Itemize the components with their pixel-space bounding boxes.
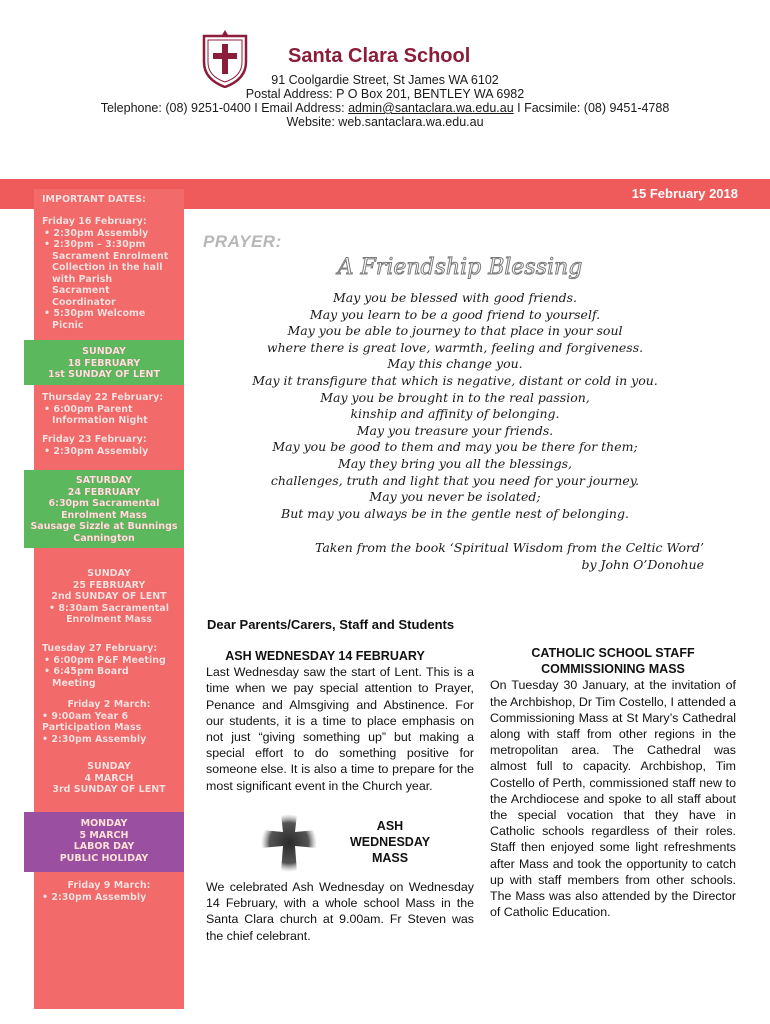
event-fri9 [34,880,184,903]
event-item: • 2:30pm Assembly [42,891,147,903]
prayer-text: May you be blessed with good friends. May you learn to be a good friend to yourself. May you be able to journey to that place in your soul where there is great love, warmth, feeling and forgiveness. May this change you. May it transfigure that which is negative, distant or cold in you. May you be brought in to the real passion, kinship and affinity of belonging. May you treasure your friends. May you be good to them and may you be there for them; May they bring you all the blessings, challenges, truth and light that you need for your journey. May you never be isolated; But may you always be in the gentle nest of belonging. [252,290,658,521]
event-fri16 [42,216,172,331]
event-fri23 [42,434,172,457]
event-heading: Thursday 22 February: [42,392,164,403]
prayer-source: Taken from the book ‘Spiritual Wisdom from the Celtic Word’ by John O’Donohue [314,540,704,572]
event-item: • 6:45pm Board Meeting [44,666,129,689]
event-item: • 8:30am Sacramental Enrolment Mass [49,602,169,625]
contact-line [0,101,770,115]
ash-wednesday-section [206,648,474,794]
commissioning-heading-1: CATHOLIC SCHOOL STAFF [531,646,695,660]
school-name: Santa Clara School [288,45,471,67]
ash-cross-image [255,810,323,874]
email-link[interactable]: admin@santaclara.wa.edu.au [348,101,514,115]
event-item: • 5:30pm Welcome Picnic [44,308,146,331]
event-mon5: MONDAY 5 MARCH LABOR DAY PUBLIC HOLIDAY [59,818,149,864]
commissioning-section [490,645,736,920]
commissioning-body: On Tuesday 30 January, at the invitation of the Archbishop, Dr Tim Costello, I attended a Commissioning Mass at St Mary’s Cathedral along with staff from other regions in the metropolitan area. The Cathedral was almost full to capacity. Archbishop, Tim Costello of Perth, commissioned staff new to the Archdiocese and spoke to all staff about the special vocation that they have in Catholic schools regardless of their roles. Staff then enjoyed some light refreshments after Mass and took the opportunity to catch up with staff members from other schools. The Mass was also attended by the Director of Catholic Education. [490,678,736,920]
event-heading: Friday 16 February: [42,216,147,227]
ash-mass-body: We celebrated Ash Wednesday on Wednesday 14 February, with a whole school Mass in the Santa Clara church at 9.00am. Fr Steven was the chief celebrant. [206,880,474,943]
website-line: Website: web.santaclara.wa.edu.au [286,115,484,129]
prayer-heading: PRAYER: [203,232,282,251]
ash-wednesday-body: Last Wednesday saw the start of Lent. This is a time when we pay special attention to Prayer, Penance and Almsgiving and Abstinence. For our students, it is a time to place emphasis on not just “giving something up” but making a special effort to do something positive for someone else. It is also a time to prepare for the most significant event in the Church year. [206,665,474,793]
event-item: • 2:30pm Assembly [44,445,149,457]
event-item: • 2:30pm Assembly [42,733,147,745]
event-item: • 2:30pm – 3:30pm Sacrament Enrolment Collection in the hall with Parish Sacrament Coordinator [44,239,169,308]
street-address: 91 Coolgardie Street, St James WA 6102 [271,73,499,87]
contact-suffix: I Facsimile: (08) 9451-4788 [513,101,670,115]
ash-wednesday-heading: ASH WEDNESDAY 14 FEBRUARY [225,649,425,663]
ash-mass-caption: ASH WEDNESDAY MASS [349,819,431,865]
event-fri2 [34,699,184,745]
event-item: • 6:00pm P&F Meeting [44,654,166,666]
event-sun18: SUNDAY 18 FEBRUARY 1st SUNDAY OF LENT [48,346,160,380]
blessing-title: A Friendship Blessing [337,255,583,280]
event-item: • 6:00pm Parent Information Night [44,403,148,426]
event-thu22 [42,392,172,427]
event-sun4: SUNDAY 4 MARCH 3rd SUNDAY OF LENT [52,761,166,795]
event-heading: Friday 23 February: [42,434,147,445]
postal-address: Postal Address: P O Box 201, BENTLEY WA 6982 [245,87,525,101]
event-heading: Tuesday 27 February: [42,643,158,654]
sidebar-title: IMPORTANT DATES: [42,194,146,205]
event-item: • 2:30pm Assembly [44,227,149,239]
commissioning-heading-2: COMMISSIONING MASS [541,662,685,677]
event-heading: Friday 9 March: [67,880,151,891]
newsletter-date: 15 February 2018 [631,186,738,201]
event-sun25: SUNDAY 25 FEBRUARY 2nd SUNDAY OF LENT • 8:30am Sacramental Enrolment Mass [34,568,184,626]
event-tue27 [42,643,172,689]
contact-prefix: Telephone: (08) 9251-0400 I Email Address: [100,101,349,115]
event-sat24: SATURDAY 24 FEBRUARY 6:30pm Sacramental Enrolment Mass Sausage Sizzle at Bunnings Cannington [30,475,178,544]
letter-greeting: Dear Parents/Carers, Staff and Students [207,617,455,632]
event-item: • 9:00am Year 6 Participation Mass [42,710,142,733]
event-heading: Friday 2 March: [67,699,151,710]
